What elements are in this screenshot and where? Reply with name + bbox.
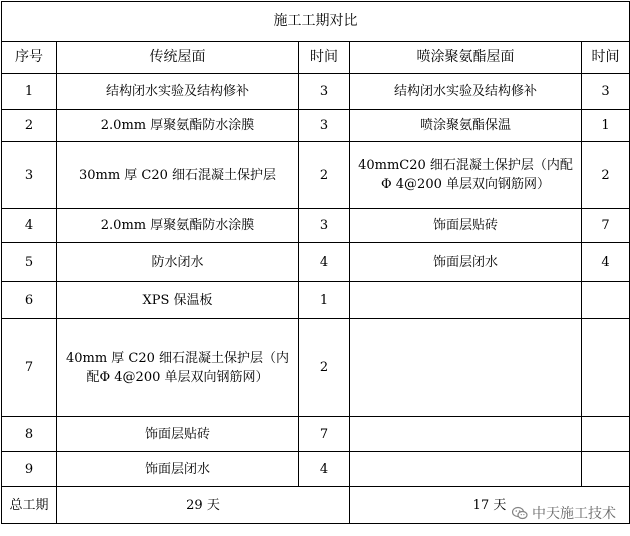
cell-traditional-step: 饰面层闭水 <box>57 452 299 487</box>
cell-spray-time: 7 <box>582 209 630 243</box>
cell-spray-time <box>582 452 630 487</box>
cell-spray-step: 饰面层贴砖 <box>350 209 582 243</box>
cell-seq: 4 <box>2 209 57 243</box>
cell-spray-time <box>582 417 630 452</box>
cell-spray-time <box>582 319 630 417</box>
total-traditional: 29 天 <box>57 487 350 524</box>
cell-spray-step <box>350 319 582 417</box>
cell-traditional-time: 3 <box>299 110 350 142</box>
cell-seq: 6 <box>2 282 57 319</box>
cell-seq: 2 <box>2 110 57 142</box>
total-spray: 17 天 <box>350 487 630 524</box>
cell-traditional-step: 2.0mm 厚聚氨酯防水涂膜 <box>57 110 299 142</box>
table-row <box>2 243 630 282</box>
header-time-spray: 时间 <box>582 42 630 74</box>
header-seq: 序号 <box>2 42 57 74</box>
cell-spray-time: 4 <box>582 243 630 282</box>
header-traditional: 传统屋面 <box>57 42 299 74</box>
cell-traditional-step: 40mm 厚 C20 细石混凝土保护层（内配Φ 4@200 单层双向钢筋网） <box>57 319 299 417</box>
cell-seq: 8 <box>2 417 57 452</box>
cell-seq: 5 <box>2 243 57 282</box>
cell-traditional-step: 30mm 厚 C20 细石混凝土保护层 <box>57 142 299 209</box>
cell-spray-step <box>350 452 582 487</box>
cell-seq: 1 <box>2 74 57 110</box>
total-label: 总工期 <box>2 487 57 524</box>
cell-spray-time <box>582 282 630 319</box>
table-row <box>2 417 630 452</box>
cell-traditional-time: 4 <box>299 243 350 282</box>
cell-spray-step: 40mmC20 细石混凝土保护层（内配Φ 4@200 单层双向钢筋网） <box>350 142 582 209</box>
cell-traditional-step: XPS 保温板 <box>57 282 299 319</box>
cell-traditional-step: 2.0mm 厚聚氨酯防水涂膜 <box>57 209 299 243</box>
cell-seq: 3 <box>2 142 57 209</box>
table-row <box>2 209 630 243</box>
watermark <box>510 503 618 523</box>
cell-traditional-time: 2 <box>299 319 350 417</box>
header-spray: 喷涂聚氨酯屋面 <box>350 42 582 74</box>
cell-spray-time: 1 <box>582 110 630 142</box>
cell-traditional-time: 2 <box>299 142 350 209</box>
cell-seq: 7 <box>2 319 57 417</box>
cell-traditional-step: 饰面层贴砖 <box>57 417 299 452</box>
cell-traditional-time: 4 <box>299 452 350 487</box>
cell-spray-step: 饰面层闭水 <box>350 243 582 282</box>
cell-spray-step <box>350 417 582 452</box>
cell-traditional-step: 防水闭水 <box>57 243 299 282</box>
table-row <box>2 110 630 142</box>
cell-traditional-time: 1 <box>299 282 350 319</box>
watermark-text: 中天施工技术 <box>532 506 616 522</box>
table-title: 施工工期对比 <box>2 2 630 42</box>
header-time-traditional: 时间 <box>299 42 350 74</box>
table-row <box>2 282 630 319</box>
cell-traditional-time: 7 <box>299 417 350 452</box>
cell-spray-time: 2 <box>582 142 630 209</box>
table-row <box>2 452 630 487</box>
cell-spray-time: 3 <box>582 74 630 110</box>
cell-traditional-step: 结构闭水实验及结构修补 <box>57 74 299 110</box>
cell-spray-step <box>350 282 582 319</box>
wechat-icon <box>512 506 528 520</box>
cell-traditional-time: 3 <box>299 74 350 110</box>
table-row <box>2 142 630 209</box>
cell-seq: 9 <box>2 452 57 487</box>
cell-traditional-time: 3 <box>299 209 350 243</box>
table-row <box>2 74 630 110</box>
cell-spray-step: 结构闭水实验及结构修补 <box>350 74 582 110</box>
schedule-comparison-table <box>1 1 630 524</box>
table-row <box>2 319 630 417</box>
cell-spray-step: 喷涂聚氨酯保温 <box>350 110 582 142</box>
